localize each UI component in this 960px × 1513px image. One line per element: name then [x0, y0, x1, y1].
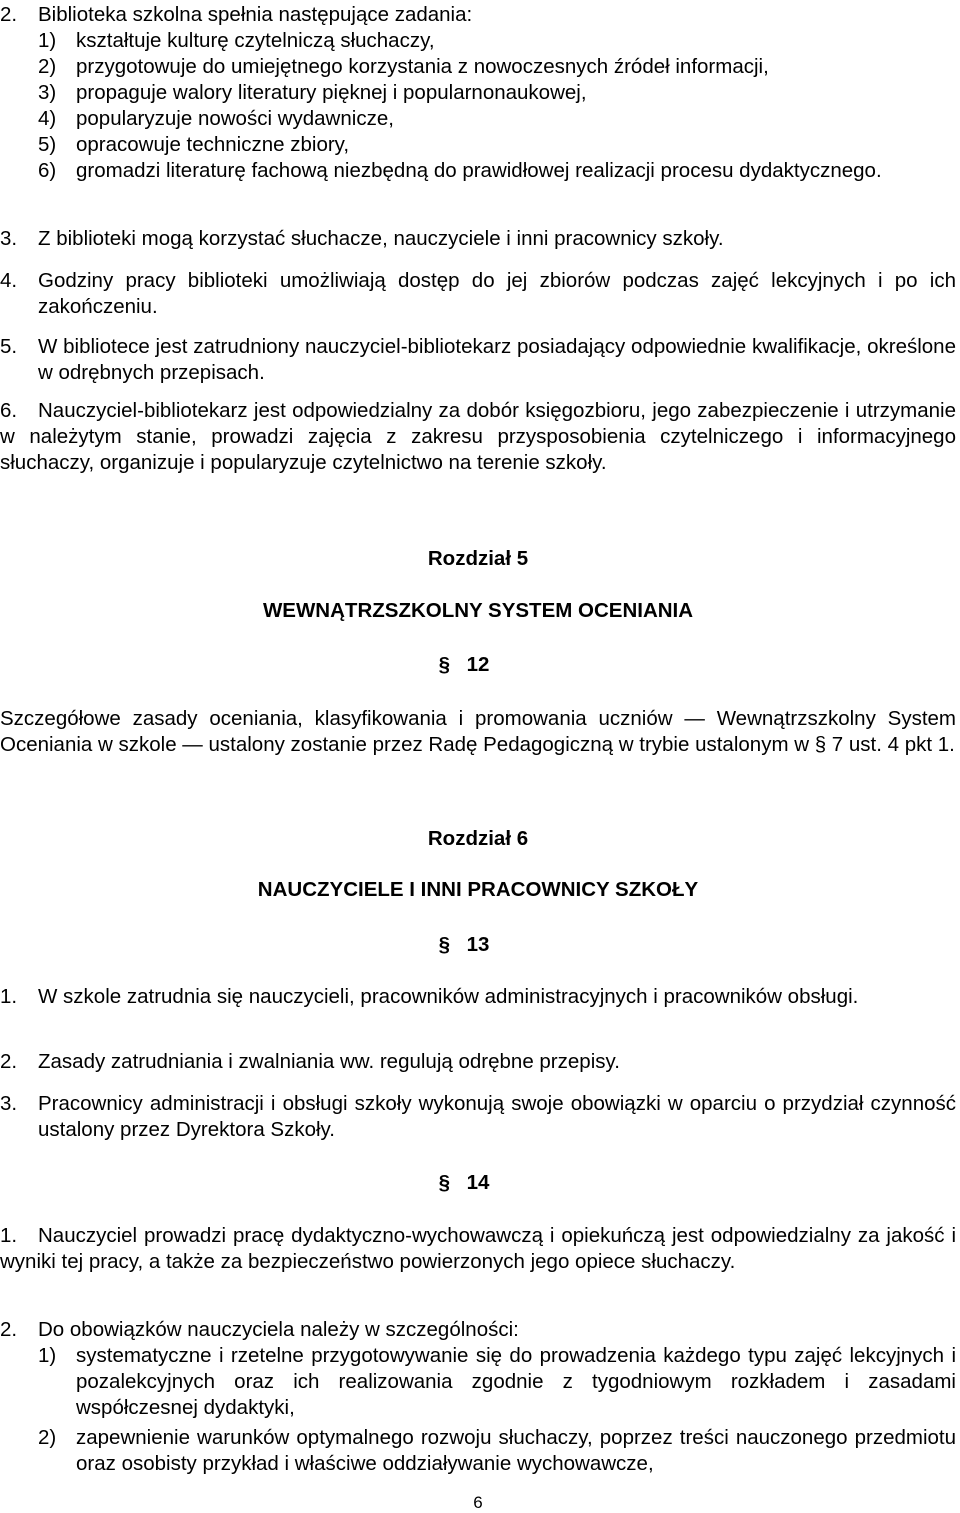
chapter-subtitle: WEWNĄTRZSZKOLNY SYSTEM OCENIANIA [262, 599, 694, 622]
list-item: 4. Godziny pracy biblioteki umożliwiają dostęp do jej zbiorów podczas zajęć lekcyjnych i po ich zakończeniu. [0, 269, 956, 318]
list-item: 2. Do obowiązków nauczyciela należy w szczególności: [0, 1318, 519, 1341]
section-heading [0, 1170, 956, 1196]
sub-item: 5) opracowuje techniczne zbiory, [38, 133, 350, 156]
chapter-title: Rozdział 6 [427, 827, 529, 850]
sub-list [0, 1343, 956, 1477]
list-item [0, 2, 956, 28]
sub-item: 1) systematyczne i rzetelne przygotowywanie się do prowadzenia każdego typu zajęć lekcyjnych i pozalekcyjnych oraz ich realizowania zgodnie z tygodniowym rozkładem i zasadami współczesnej dydaktyki, [38, 1344, 956, 1419]
sub-item: 2) przygotowuje do umiejętnego korzystania z nowoczesnych źródeł informacji, [38, 55, 769, 78]
list-item: 1. Nauczyciel prowadzi pracę dydaktyczno-wychowawczą i opiekuńczą jest odpowiedzialny za jakość i wyniki tej pracy, a także za bezpieczeństwo powierzonych jego opiece słuchaczy. [0, 1224, 956, 1273]
list-item: 3. Z biblioteki mogą korzystać słuchacze, nauczyciele i inni pracownicy szkoły. [0, 227, 724, 250]
list-item: 3. Pracownicy administracji i obsługi szkoły wykonują swoje obowiązki w oparciu o przydział czynność ustalony przez Dyrektora Szkoły. [0, 1092, 956, 1141]
sub-item: 1) kształtuje kulturę czytelniczą słuchaczy, [38, 29, 435, 52]
paragraph: Szczegółowe zasady oceniania, klasyfikowania i promowania uczniów — Wewnątrzszkolny System Oceniania w szkole — ustalony zostanie przez Radę Pedagogiczną w trybie ustalonym w § 7 ust. 4 pkt 1. [0, 707, 956, 756]
chapter-subtitle: NAUCZYCIELE I INNI PRACOWNICY SZKOŁY [257, 878, 699, 901]
sub-item: 3) propaguje walory literatury pięknej i popularnonaukowej, [38, 81, 587, 104]
section-number: § 12 [467, 652, 490, 678]
list-item: 2. Zasady zatrudniania i zwalniania ww. regulują odrębne przepisy. [0, 1050, 620, 1073]
sub-list [0, 28, 956, 184]
sub-item: 6) gromadzi literaturę fachową niezbędną do prawidłowej realizacji procesu dydaktycznego. [38, 159, 882, 182]
sub-item: 4) popularyzuje nowości wydawnicze, [38, 107, 394, 130]
section-number: § 13 [467, 932, 490, 958]
sub-item: 2) zapewnienie warunków optymalnego rozwoju słuchaczy, poprzez treści nauczonego przedmiotu oraz osobisty przykład i właściwe oddziaływanie wychowawcze, [38, 1426, 956, 1475]
chapter-title: Rozdział 5 [427, 547, 529, 570]
item-number: 2. [0, 3, 18, 26]
page-number: 6 [473, 1493, 483, 1512]
section-heading [0, 932, 956, 958]
list-item: 6. Nauczyciel-bibliotekarz jest odpowiedzialny za dobór księgozbioru, jego zabezpieczenie i utrzymanie w należytym stanie, prowadzi zajęcia z zakresu przysposobienia czytelniczego i informacyjnego słuchaczy, organizuje i popularyzuje czytelnictwo na terenie szkoły. [0, 399, 956, 474]
section-heading [0, 652, 956, 678]
list-item: 5. W bibliotece jest zatrudniony nauczyciel-bibliotekarz posiadający odpowiednie kwalifikacje, określone w odrębnych przepisach. [0, 335, 956, 384]
list-item: 1. W szkole zatrudnia się nauczycieli, pracowników administracyjnych i pracowników obsługi. [0, 985, 859, 1008]
item-text: Biblioteka szkolna spełnia następujące zadania: [38, 3, 473, 26]
section-number: § 14 [467, 1170, 490, 1196]
